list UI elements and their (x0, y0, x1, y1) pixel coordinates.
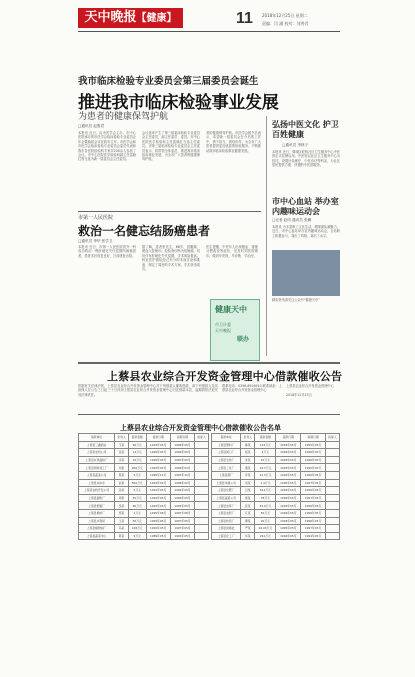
sidebar-divider (266, 116, 267, 356)
table-cell: 1993年05月 (276, 456, 301, 464)
table-cell: 1993年05月 (146, 517, 170, 525)
table-cell: 1993年05月 (276, 502, 301, 510)
table-cell: 200万元 (128, 464, 146, 472)
loan-table-left (78, 433, 209, 540)
table-cell: 261万元 (255, 532, 276, 540)
table-cell: 1993年02月 (146, 479, 170, 487)
table-cell (195, 471, 209, 479)
table-cell: 512万元 (255, 487, 276, 495)
table-cell: 9万元 (128, 532, 146, 540)
table-cell: 1996年05月 (170, 441, 194, 449)
sidebar-1-title: 弘扬中医文化 护卫百姓健康 (272, 120, 339, 139)
table-row (212, 456, 340, 464)
table-title: 上蔡县农业综合开发资金管理中心借款催收公告名单 (120, 424, 281, 432)
announcement-signature: 上蔡县农业综合开发资金管理中心 (286, 384, 334, 388)
table-cell: 102万元 (255, 441, 276, 449)
table-cell: 上蔡县蔬菜中心 (79, 532, 115, 540)
table-cell (325, 487, 339, 495)
table-cell: 1996年05月 (301, 449, 326, 457)
table-cell: 78万元 (255, 494, 276, 502)
table-cell: 1992年05月 (276, 532, 301, 540)
table-cell: 1994年05月 (276, 509, 301, 517)
table-cell (325, 525, 339, 533)
table-cell: 朱某 (241, 456, 255, 464)
table-row (79, 494, 209, 502)
table-cell: 上蔡县纺织厂 (212, 517, 241, 525)
announcement-contact: 联系电话：0396-6916910 联系地址：上蔡县农业综合开发资金管理中心 (222, 384, 282, 393)
table-cell (325, 494, 339, 502)
sidebar-2-title: 市中心血站 举办室内趣味运动会 (272, 197, 339, 216)
table-cell: 上蔡县东风面粉厂 (79, 456, 115, 464)
table-cell: 王某 (115, 517, 129, 525)
table-cell: 上蔡县饲料加工厂 (79, 464, 115, 472)
table-cell: 上蔡县化工厂 (212, 532, 241, 540)
table-cell: 陈某 (115, 471, 129, 479)
table-cell: 1993年05月 (170, 532, 194, 540)
table-cell: 500万元 (128, 479, 146, 487)
table-cell: 1993年05月 (146, 441, 170, 449)
table-cell: 1万元 (128, 509, 146, 517)
page-number: 11 (236, 10, 253, 27)
table-cell: 1997年05月 (301, 479, 326, 487)
lead-column-1: 本报讯 近日，由市医学会主办，市中心医院承办的市医学会临床检验专业委员会年会暨换届会议在我市召开。市医学会和市医学会临床检验专业委员会委员代表和我市各医院检验科专家共200余人参加了会议。市中心医院医学检验科副主任雷晓红等当选为新一届委员会主任委员。 (78, 131, 136, 162)
lead-column-2: 会议选举产生了第三届临床检验专业委员会主任委员、副主任委员、委员。市中心医院医学检验科主任雷晓红当选主任委员。市第三届临床检验专业委员会主任委员表示，将带领全体委员，推进我市临床检验事业发展，为全市广大患者的健康保驾护航。 (142, 131, 200, 162)
lead-subhead: 为患者的健康保驾护航 (78, 112, 169, 122)
table-cell: 128万元 (128, 525, 146, 533)
announcement-title: 上蔡县农业综合开发资金管理中心借款催收公告 (107, 370, 343, 383)
story2-label: 市第一人民医院 (78, 215, 114, 221)
table-row (212, 487, 340, 495)
header-rule (78, 31, 340, 32)
table-cell: 李某 (115, 456, 129, 464)
table-cell (195, 494, 209, 502)
table-cell: 华某 (241, 532, 255, 540)
table-cell: 上蔡县面粉厂 (79, 494, 115, 502)
masthead-logo: 天中晚报【健康】 (78, 8, 183, 28)
table-cell: 何某 (241, 479, 255, 487)
table-cell: 曹某 (241, 517, 255, 525)
table-cell: 1997年05月 (301, 525, 326, 533)
table-cell: 1995年05月 (146, 456, 170, 464)
table-row (212, 509, 340, 517)
table-cell (195, 464, 209, 472)
table-cell: 韩某 (241, 441, 255, 449)
table-cell: 周某 (115, 494, 129, 502)
table-cell: 1994年05月 (170, 487, 194, 495)
table-cell (325, 532, 339, 540)
table-cell: 20万元 (255, 517, 276, 525)
table-cell: 上蔡县农机公司 (79, 449, 115, 457)
table-cell: 冯某 (115, 525, 129, 533)
issue-date: 2018年12月25日 星期二 (262, 13, 308, 18)
table-header-cell: 到期日期 (170, 434, 194, 442)
table-row (79, 456, 209, 464)
table-cell: 1993年05月 (276, 487, 301, 495)
table-cell: 1995年05月 (301, 441, 326, 449)
table-cell: 1996年02月 (170, 479, 194, 487)
table-cell: 5万元 (128, 487, 146, 495)
table-cell: 上蔡县塑料厂 (212, 441, 241, 449)
table-cell: 赵某 (115, 479, 129, 487)
sidebar-2-byline: □记者 赵同 通讯员 张鹏 (272, 218, 312, 222)
table-cell: 施某 (241, 494, 255, 502)
table-cell (195, 479, 209, 487)
table-cell: 秦某 (241, 464, 255, 472)
table-row (212, 479, 340, 487)
table-row (212, 532, 340, 540)
table-header-cell: 到期日期 (301, 434, 326, 442)
table-cell: 1997年12月 (170, 471, 194, 479)
table-cell: 1992年05月 (276, 471, 301, 479)
table-cell: 55万元 (128, 494, 146, 502)
table-cell: 1995年05月 (170, 502, 194, 510)
table-cell: 1993年04月 (146, 464, 170, 472)
table-cell: 1997年05月 (170, 517, 194, 525)
table-cell: 上蔡县二化厂 (212, 464, 241, 472)
table-header-cell: 借款单位 (79, 434, 115, 442)
table-cell: 上蔡县毛纺厂 (212, 456, 241, 464)
table-cell: 上蔡县化肥厂 (212, 487, 241, 495)
table-cell: 1997年05月 (170, 525, 194, 533)
table-header-cell: 担保人 (325, 434, 339, 442)
table-cell (325, 502, 339, 510)
sidebar-photo-caption: 精彩资讯请关注公众号“健康天中” (272, 298, 320, 302)
table-cell: 1995年08月 (146, 509, 170, 517)
lead-headline: 推进我市临床检验事业发展 (78, 93, 279, 113)
table-cell: 44.9万元 (255, 502, 276, 510)
table-cell: 1996年05月 (301, 509, 326, 517)
sidebar-photo (272, 250, 340, 296)
table-cell: 16.03万元 (255, 525, 276, 533)
table-cell (195, 502, 209, 510)
table-cell: 1989年05月 (146, 532, 170, 540)
table-cell: 1996年05月 (170, 449, 194, 457)
table-cell: 上蔡县供销社 (212, 525, 241, 533)
story2-headline: 救治一名健忘结肠癌患者 (78, 224, 211, 238)
sidebar-2-body: 本报讯 为丰富职工文化生活，增强团队凝聚力，近日，市中心血站举办室内趣味运动会，全站职工积极参与，赛出了风格，赛出了水平。 (272, 225, 340, 238)
story2-column-2: 据了解，患者张先生，66岁，因腹痛、便血入院就诊。经检查诊断为结肠癌，同时伴有肝硬化失代偿期，手术风险极高。科室医护团队经过充分的术前讨论和准备，制定了周密的手术方案，手术获得成功。 (142, 245, 200, 272)
story2-column-3: 医生提醒，中老年人出现便血、排便习惯改变等症状，应及时到医院就诊，做到早发现、早诊断、早治疗。 (206, 245, 258, 258)
table-cell: 10万元 (128, 456, 146, 464)
table-cell: 1996年05月 (301, 456, 326, 464)
table-cell: 60万元 (128, 441, 146, 449)
table-cell: 12.3万元 (255, 471, 276, 479)
table-cell (195, 487, 209, 495)
table-cell: 上蔡县植物油厂 (79, 525, 115, 533)
table-cell: 上蔡县农牧开发公司 (79, 487, 115, 495)
table-header-cell: 借款金额 (255, 434, 276, 442)
table-row (79, 449, 209, 457)
table-cell (325, 449, 339, 457)
announcement-date: 2018年12月25日 (286, 393, 312, 397)
table-cell (325, 471, 339, 479)
table-row (212, 464, 340, 472)
table-cell: 上蔡县阀门厂 (212, 449, 241, 457)
table-cell (195, 532, 209, 540)
table-cell (325, 517, 339, 525)
table-row (79, 471, 209, 479)
table-row (212, 471, 340, 479)
table-cell: 1996年05月 (301, 471, 326, 479)
table-header-cell: 借款金额 (128, 434, 146, 442)
table-row (79, 509, 209, 517)
table-cell: 上蔡县酒厂 (212, 471, 241, 479)
table-cell (325, 456, 339, 464)
table-cell: 1995年05月 (301, 464, 326, 472)
table-cell: 吴某 (115, 502, 129, 510)
section-rule (78, 211, 261, 212)
table-cell: 杨某 (241, 449, 255, 457)
table-cell: 1994年05月 (301, 532, 326, 540)
table-header-cell: 借款日期 (276, 434, 301, 442)
table-cell: 吕某 (241, 487, 255, 495)
table-cell: 1994年05月 (146, 494, 170, 502)
table-cell: 50万元 (128, 517, 146, 525)
table-cell (325, 441, 339, 449)
table-cell: 上蔡县水利局 (79, 517, 115, 525)
sidebar-1-byline: □通讯员 李林子 (282, 143, 309, 147)
table-cell (195, 456, 209, 464)
table-header-cell: 担保人 (195, 434, 209, 442)
table-cell: 上蔡县东岸乡 (79, 479, 115, 487)
table-row (79, 464, 209, 472)
table-cell: 1.4万元 (255, 479, 276, 487)
table-cell: 1994年05月 (146, 525, 170, 533)
badge-sub2: 天中晚报 (215, 328, 231, 333)
table-cell: 80万元 (128, 502, 146, 510)
table-row (79, 479, 209, 487)
table-cell: 1994年05月 (276, 494, 301, 502)
table-cell: 1993年05月 (276, 441, 301, 449)
table-row (79, 441, 209, 449)
table-cell: 刘某 (115, 464, 129, 472)
table-cell: 1993年05月 (146, 502, 170, 510)
table-row (79, 532, 209, 540)
table-row (79, 487, 209, 495)
table-cell (195, 509, 209, 517)
table-cell: 上蔡县华康公司 (212, 479, 241, 487)
table-cell: 张某 (241, 502, 255, 510)
table-cell: 1997年08月 (170, 509, 194, 517)
badge-title: 健康天中 (215, 305, 247, 314)
sidebar-1-body: 本报讯 近日，驿城区蛇桥社区卫生服务中心中医馆正式挂牌启用。中医馆以社区卫生服务中心为依托，设置针灸理疗、中医诊疗等科室，为社区居民提供方便、快捷的中医药服务。 (272, 150, 340, 168)
table-cell: 14万元 (128, 449, 146, 457)
table-top-rule (78, 414, 340, 415)
table-cell (325, 464, 339, 472)
table-cell: 5万元 (128, 471, 146, 479)
story2-column-1: 本报讯 近日，市第一人民医院普外一科成功救治一例肝硬化失代偿期结肠癌患者，患者术后恢复良好，日前康复出院。 (78, 245, 136, 258)
table-header-cell: 负责人 (241, 434, 255, 442)
table-cell: 1995年05月 (146, 449, 170, 457)
table-row (212, 494, 340, 502)
table-cell: 1996年04月 (170, 464, 194, 472)
lead-byline: □通讯员 赵胜君 (78, 124, 105, 128)
table-cell: 1996年05月 (301, 502, 326, 510)
table-cell: 1994年05月 (276, 449, 301, 457)
story2-byline: □通讯员 李华 张学卫 (78, 239, 113, 243)
table-cell (195, 449, 209, 457)
table-row (212, 525, 340, 533)
table-cell: 1993年05月 (276, 464, 301, 472)
editor-credits: 责编：闫 涵 校对：刘秀君 (262, 21, 309, 26)
table-row (212, 449, 340, 457)
table-cell: 王某 (115, 441, 129, 449)
table-cell: 张某 (115, 449, 129, 457)
loan-table-right (211, 433, 340, 540)
table-cell: 50万元 (255, 509, 276, 517)
table-row (79, 517, 209, 525)
table-cell: 1995年05月 (276, 525, 301, 533)
table-cell: 孙某 (115, 487, 129, 495)
table-cell: 上蔡县蔬菜公司 (212, 494, 241, 502)
table-cell: 1995年05月 (276, 479, 301, 487)
table-cell: 许某 (241, 471, 255, 479)
table-cell (195, 517, 209, 525)
table-cell: 陈某 (115, 532, 129, 540)
table-header-cell: 借款日期 (146, 434, 170, 442)
table-row (212, 502, 340, 510)
health-tianzhong-badge (210, 299, 260, 361)
table-cell (325, 509, 339, 517)
table-cell: 严某 (241, 525, 255, 533)
table-cell: 上蔡县三鑫酒业 (79, 441, 115, 449)
table-row (212, 517, 340, 525)
table-row (212, 441, 340, 449)
table-cell: 孔某 (241, 509, 255, 517)
table-cell: 1995年12月 (146, 471, 170, 479)
table-cell: 1996年05月 (301, 517, 326, 525)
table-cell: 1996年05月 (301, 487, 326, 495)
table-cell (195, 441, 209, 449)
table-cell: 1997年05月 (170, 456, 194, 464)
table-cell: 4万元 (255, 449, 276, 457)
table-cell: 上蔡县纸箱厂 (79, 502, 115, 510)
lead-column-3: 者的健康保驾护航。市医学会秘书长表示，希望新一届委员会在今后的工作中，勇于担当，团结协作，为全市广大患者提供更加优质的检验服务，不断推动我市临床检验事业健康发展。 (206, 131, 261, 153)
table-cell (325, 479, 339, 487)
table-cell: 1996年05月 (170, 494, 194, 502)
table-cell: 郑某 (115, 509, 129, 517)
table-row (79, 525, 209, 533)
table-cell: 10万元 (255, 456, 276, 464)
badge-sub3: 联办 (237, 336, 250, 343)
table-cell: 上蔡县蔬菜公司 (79, 471, 115, 479)
table-cell (195, 525, 209, 533)
table-cell: 1991年05月 (146, 487, 170, 495)
table-cell: 上蔡县农药厂 (212, 509, 241, 517)
lead-kicker: 我市临床检验专业委员会第三届委员会诞生 (78, 76, 259, 87)
table-cell: 1993年05月 (276, 517, 301, 525)
table-header-cell: 负责人 (115, 434, 129, 442)
badge-sub1: 市卫计委 (215, 322, 231, 327)
announcement-body: 依据有关法律法规，上蔡县农业综合开发资金管理中心对下列借款人催收借款，请下列借款人及其担保人在公告之日起三十日内到上蔡县农业综合开发资金管理中心归还借款本息，逾期将依法追究其法律责任。 (78, 384, 218, 397)
table-cell: 上蔡县棉纺厂 (79, 509, 115, 517)
table-header-cell: 借款单位 (212, 434, 241, 442)
table-cell: 上蔡县皮革厂 (212, 502, 241, 510)
table-cell: 1997年05月 (301, 494, 326, 502)
table-cell: 19.7万元 (255, 464, 276, 472)
table-row (79, 502, 209, 510)
announcement-rule (78, 362, 340, 364)
